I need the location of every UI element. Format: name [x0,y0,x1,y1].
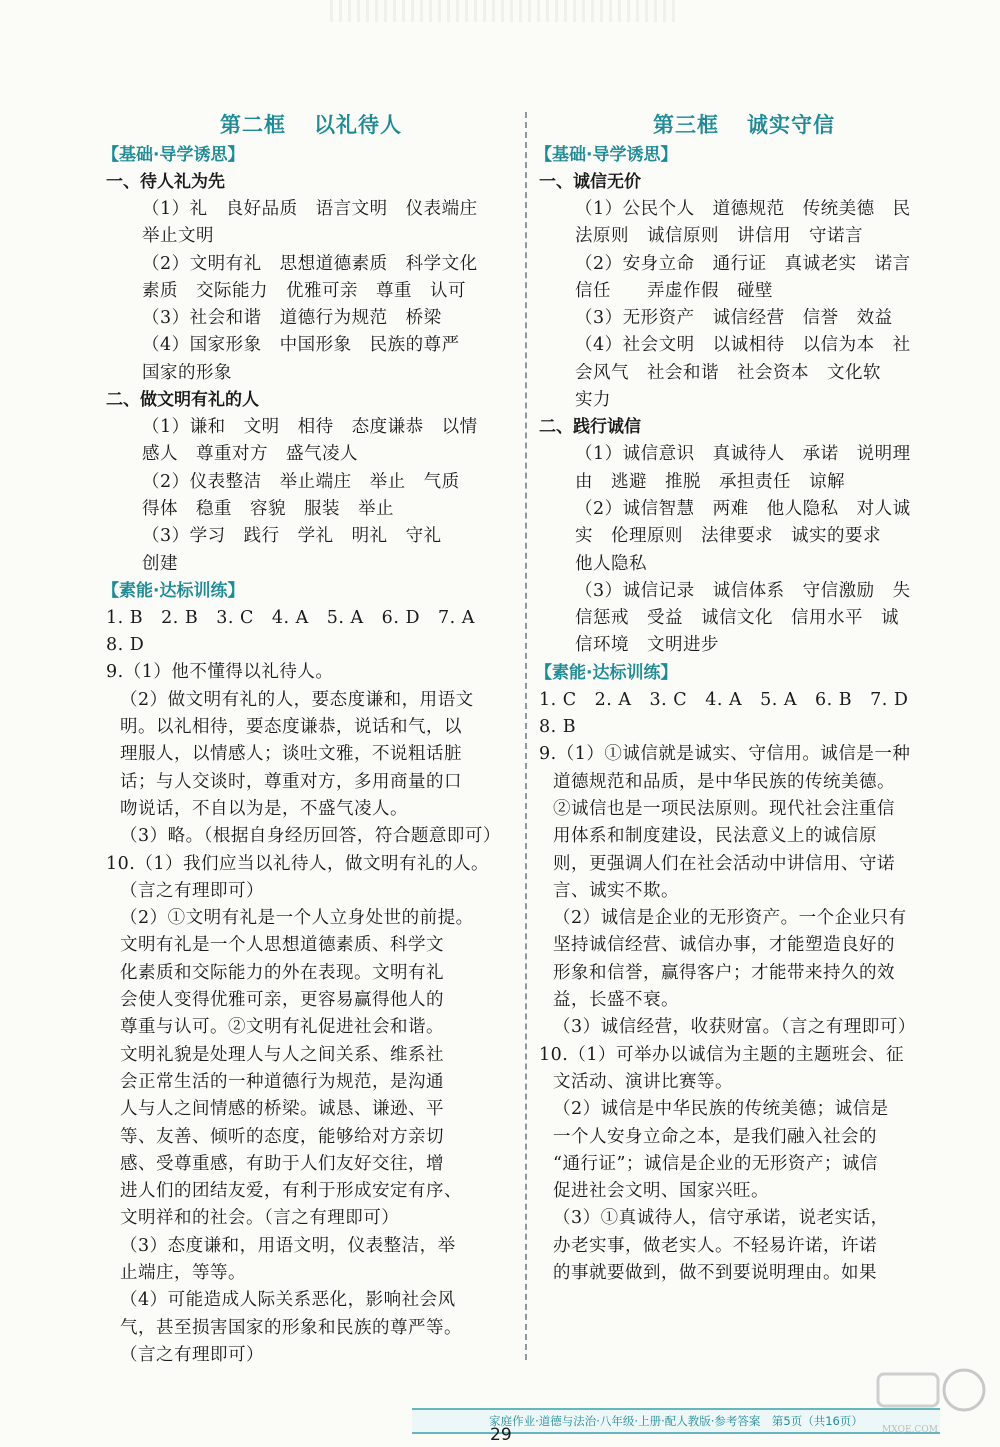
answer-line: 人与人之间情感的桥梁。诚恳、谦逊、平 [120,1099,444,1120]
answer-line: （3）略。（根据自身经历回答，符合题意即可） [120,826,501,847]
answer-line: 9.（1）①诚信就是诚实、守信用。诚信是一种 [539,744,911,765]
answer-line: 办老实事，做老实人。不轻易许诺，许诺 [553,1235,877,1256]
text-line: （2）文明有礼 思想道德素质 科学文化 [142,253,478,274]
text-line: （3）学习 践行 学礼 明礼 守礼 [142,526,442,547]
answer-line: （言之有理即可） [120,880,264,901]
text-line: （3）诚信记录 诚信体系 守信激励 失 [575,580,911,601]
section-tag: 【素能·达标训练】 [102,580,245,601]
text-line: （4）社会文明 以诚相待 以信为本 社 [575,335,911,356]
section-title-left [102,108,520,142]
answer-line: 一个人安身立命之本，是我们融入社会的 [553,1126,877,1147]
answer-line: 1. C 2. A 3. C 4. A 5. A 6. B 7. D [539,689,909,710]
scan-top-mark [330,0,680,22]
answer-line: 8. D [106,635,145,656]
answer-line: 会使人变得优雅可亲，更容易赢得他人的 [120,990,444,1011]
text-line: 信环境 文明进步 [575,635,719,656]
section-tag: 【素能·达标训练】 [535,662,678,683]
answer-line: 明。以礼相待，要态度谦恭，说话和气，以 [120,717,462,738]
answer-line: 文明礼貌是处理人与人之间关系、维系社 [120,1044,444,1065]
answer-line: 文活动、演讲比赛等。 [553,1071,733,1092]
answer-line: 道德规范和品质，是中华民族的传统美德。 [553,771,895,792]
text-line: 法原则 诚信原则 讲信用 守诺言 [575,226,863,247]
answer-line: 的事就要做到，做不到要说明理由。如果 [553,1262,877,1283]
title-part: 第二框 [220,113,286,137]
text-line: （1）礼 良好品质 语言文明 仪表端庄 [142,199,478,219]
answer-line: （3）态度谦和，用语文明，仪表整洁，举 [120,1235,456,1256]
text-line: 信惩戒 受益 诚信文化 信用水平 诚 [575,608,899,629]
text-line: （2）诚信智慧 两难 他人隐私 对人诚 [575,498,911,519]
answer-line: 用体系和制度建设，民法意义上的诚信原 [553,826,877,847]
answer-line: 化素质和交际能力的外在表现。文明有礼 [120,962,444,983]
answer-line: 则，更强调人们在社会活动中讲信用、守诺 [553,853,895,874]
section-tag: 【基础·导学诱思】 [535,145,678,165]
answer-line: （3）①真诚待人，信守承诺，说老实话， [553,1208,889,1229]
text-line: （2）仪表整洁 举止端庄 举止 气质 [142,471,460,492]
section-tag: 【基础·导学诱思】 [102,145,245,165]
text-line: 他人隐私 [575,553,647,574]
text-line: （3）社会和谐 道德行为规范 桥梁 [142,308,442,329]
page-number: 29 [490,1425,512,1445]
page-footer: 家庭作业·道德与法治·八年级·上册·配人教版·参考答案 第5页（共16页） [412,1408,940,1434]
answer-line: 形象和信誉，赢得客户；才能带来持久的效 [553,962,895,983]
text-line: 由 逃避 推脱 承担责任 谅解 [575,471,845,492]
answer-line: 气，甚至损害国家的形象和民族的尊严等。 [120,1317,462,1338]
right-column [535,108,953,1287]
text-line: 举止文明 [142,226,214,247]
text-line: （1）谦和 文明 相待 态度谦恭 以情 [142,417,478,438]
text-line: 实力 [575,390,611,411]
answer-line: （4）可能造成人际关系恶化，影响社会风 [120,1290,456,1311]
title-part: 第三框 [653,113,719,137]
answer-line: 会正常生活的一种道德行为规范，是沟通 [120,1071,444,1092]
text-line: （1）公民个人 道德规范 传统美德 民 [575,199,911,219]
title-part: 以礼待人 [314,113,402,137]
answer-line: 感、受尊重感，有助于人们友好交往，增 [120,1153,444,1174]
text-line: 信任 弄虚作假 碰壁 [575,280,773,301]
answer-line: 进人们的团结友爱，有利于形成安定有序、 [120,1181,462,1202]
answer-line: （2）诚信是中华民族的传统美德；诚信是 [553,1099,889,1120]
watermark-circle [944,1370,984,1410]
answer-line: （2）①文明有礼是一个人立身处世的前提。 [120,908,474,929]
answer-line: 10.（1）我们应当以礼待人，做文明有礼的人。 [106,853,489,874]
watermark-logo [872,1360,987,1438]
answer-line: 话；与人交谈时，尊重对方，多用商量的口 [120,771,462,792]
section-title-right [535,108,953,142]
text-line: 感人 尊重对方 盛气凌人 [142,444,358,465]
text-line: 得体 稳重 容貌 服装 举止 [142,498,394,519]
answer-line: 8. B [539,717,577,738]
answer-line: 益，长盛不衰。 [553,990,679,1011]
text-line: 素质 交际能力 优雅可亲 尊重 认可 [142,280,466,301]
answer-line: 文明有礼是一个人思想道德素质、科学文 [120,935,444,956]
answer-line: 言、诚实不欺。 [553,880,679,901]
text-line: （3）无形资产 诚信经营 信誉 效益 [575,308,893,329]
answer-line: 促进社会文明、国家兴旺。 [553,1181,769,1202]
answer-line: ②诚信也是一项民法原则。现代社会注重信 [553,798,895,819]
answer-line: 9.（1）他不懂得以礼待人。 [106,662,334,683]
watermark-box [878,1374,938,1406]
text-line: 创建 [142,553,178,574]
watermark-url: MXQE.COM [882,1425,938,1435]
text-line: 国家的形象 [142,362,232,383]
answer-line: （2）做文明有礼的人，要态度谦和，用语文 [120,689,474,710]
text-line: （2）安身立命 通行证 真诚老实 诺言 [575,253,911,274]
text-line: 实 伦理原则 法律要求 诚实的要求 [575,526,881,547]
text-line: 会风气 社会和谐 社会资本 文化软 [575,362,881,383]
answer-line: 理服人，以情感人；谈吐文雅，不说粗话脏 [120,744,462,765]
answer-line: 文明祥和的社会。（言之有理即可） [120,1208,400,1229]
answer-line: 10.（1）可举办以诚信为主题的主题班会、征 [539,1044,904,1065]
answer-line: 吻说话，不自以为是，不盛气凌人。 [120,798,408,819]
answer-line: （3）诚信经营，收获财富。（言之有理即可） [553,1017,916,1038]
title-part: 诚实守信 [747,113,835,137]
answer-line: 尊重与认可。②文明有礼促进社会和谐。 [120,1017,444,1038]
column-divider [525,112,527,1360]
answer-line: （2）诚信是企业的无形资产。一个企业只有 [553,908,907,929]
heading: 二、践行诚信 [539,417,641,438]
answer-line: 等、友善、倾听的态度，能够给对方亲切 [120,1126,444,1147]
answer-line: 坚持诚信经营、诚信办事，才能塑造良好的 [553,935,895,956]
text-line: （1）诚信意识 真诚待人 承诺 说明理 [575,444,911,465]
answer-line: “通行证”；诚信是企业的无形资产；诚信 [553,1153,878,1174]
heading: 二、做文明有礼的人 [106,390,259,411]
answer-line: 止端庄，等等。 [120,1262,246,1283]
text-line: （4）国家形象 中国形象 民族的尊严 [142,335,460,356]
heading: 一、诚信无价 [539,172,641,192]
answer-line: 1. B 2. B 3. C 4. A 5. A 6. D 7. A [106,607,475,628]
heading: 一、待人礼为先 [106,172,225,192]
answer-line: （言之有理即可） [120,1344,264,1365]
left-column [102,108,520,1369]
